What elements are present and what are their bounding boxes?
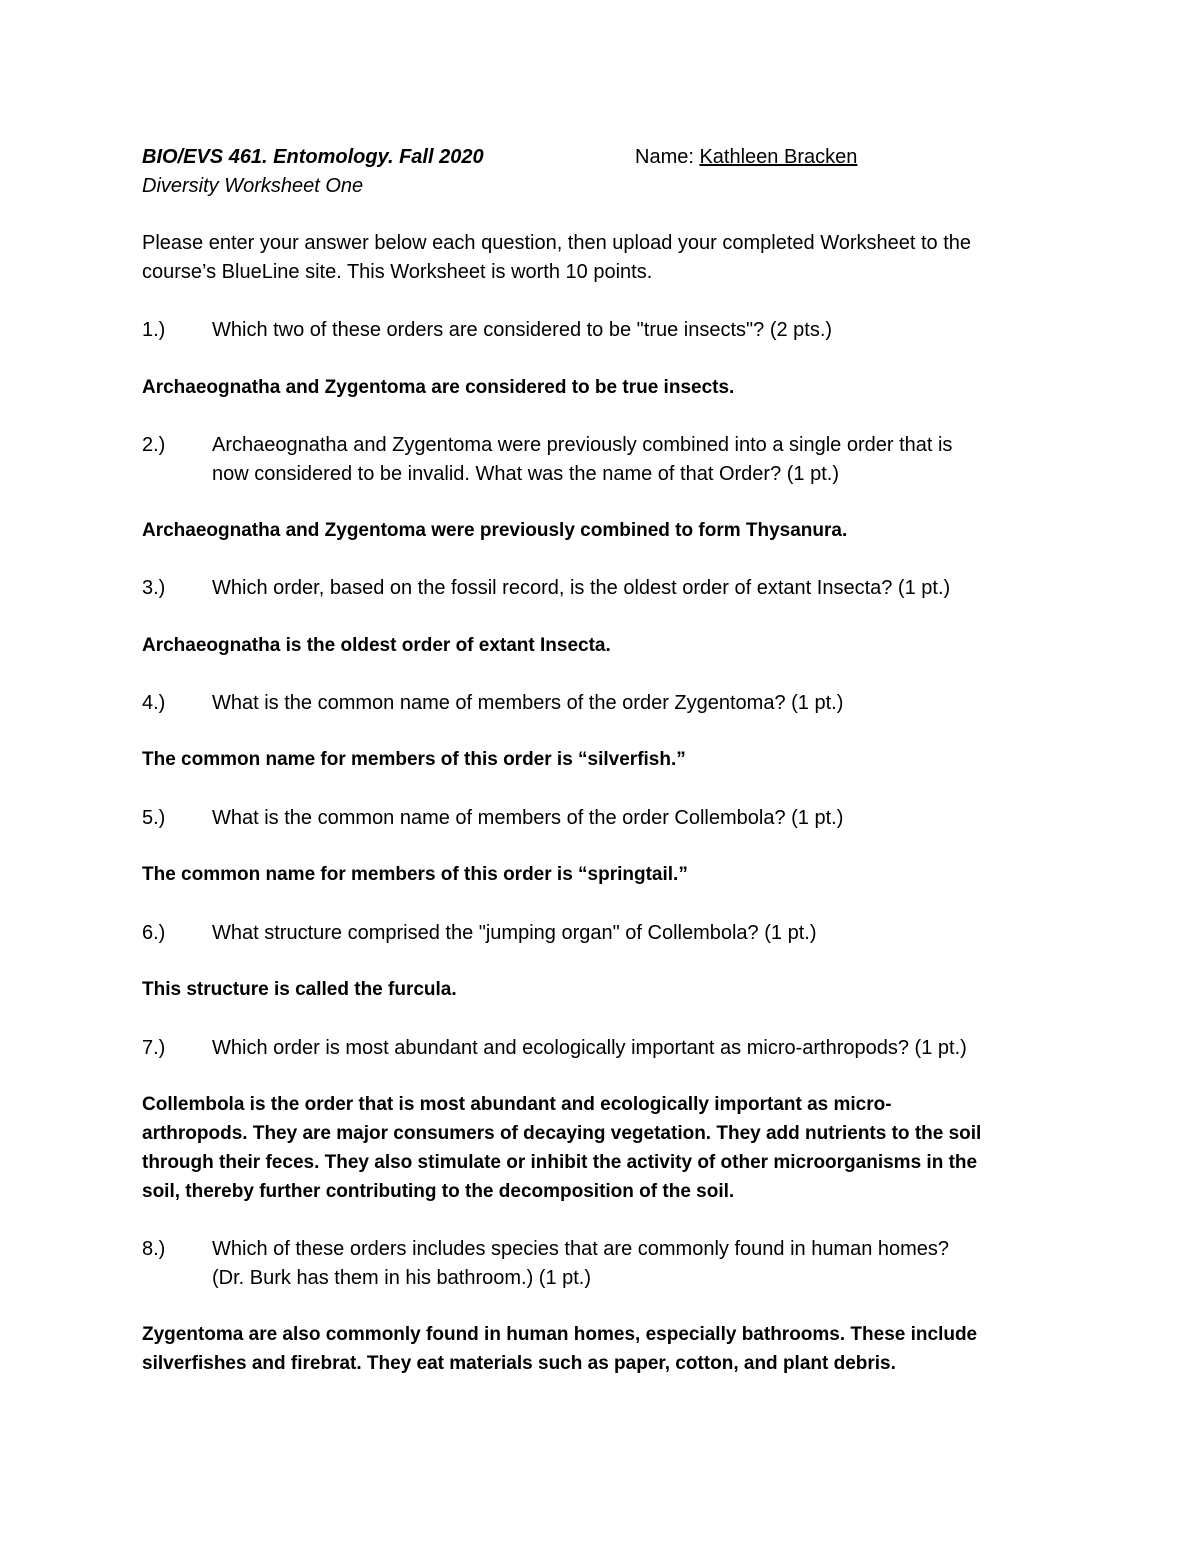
answer-text: This structure is called the furcula.	[142, 979, 457, 1000]
answer-text: through their feces. They also stimulate or inhibit the activity of other microorganisms in the	[142, 1152, 978, 1173]
course-title: BIO/EVS 461. Entomology. Fall 2020	[142, 146, 484, 168]
answer-text: silverfishes and firebrat. They eat materials such as paper, cotton, and plant debris.	[142, 1353, 896, 1374]
name-value: Kathleen Bracken	[699, 146, 858, 168]
question-text: Which two of these orders are considered to be "true insects"? (2 pts.)	[212, 319, 833, 341]
answer-text: Archaeognatha and Zygentoma are considered to be true insects.	[142, 377, 735, 398]
answer-text: Archaeognatha is the oldest order of extant Insecta.	[142, 635, 611, 656]
question-text: What structure comprised the "jumping organ" of Collembola? (1 pt.)	[212, 922, 817, 944]
question-text: Archaeognatha and Zygentoma were previously combined into a single order that is	[212, 434, 953, 456]
question-text: Which of these orders includes species that are commonly found in human homes?	[212, 1238, 950, 1260]
answer-text: Collembola is the order that is most abundant and ecologically important as micro-	[142, 1094, 892, 1115]
question-number: 2.)	[142, 434, 166, 456]
question-text: What is the common name of members of the order Zygentoma? (1 pt.)	[212, 692, 844, 714]
question-text: (Dr. Burk has them in his bathroom.) (1 pt.)	[212, 1267, 592, 1289]
worksheet-subtitle: Diversity Worksheet One	[142, 175, 364, 197]
question-number: 7.)	[142, 1037, 166, 1059]
student-name	[635, 145, 857, 169]
question-text: Which order, based on the fossil record, is the oldest order of extant Insecta? (1 pt.)	[212, 577, 951, 599]
answer-text: Archaeognatha and Zygentoma were previously combined to form Thysanura.	[142, 520, 848, 541]
name-label: Name:	[635, 146, 700, 168]
answer-text: The common name for members of this order is “springtail.”	[142, 864, 688, 885]
answer-text: The common name for members of this order is “silverfish.”	[142, 749, 686, 770]
question-text: What is the common name of members of the order Collembola? (1 pt.)	[212, 807, 844, 829]
question-text: Which order is most abundant and ecologically important as micro-arthropods? (1 pt.)	[212, 1037, 967, 1059]
question-number: 3.)	[142, 577, 166, 599]
answer-text: Zygentoma are also commonly found in human homes, especially bathrooms. These include	[142, 1324, 978, 1345]
answer-text: arthropods. They are major consumers of decaying vegetation. They add nutrients to the soil	[142, 1123, 982, 1144]
answer-text: soil, thereby further contributing to the decomposition of the soil.	[142, 1181, 735, 1202]
question-number: 1.)	[142, 319, 166, 341]
question-number: 6.)	[142, 922, 166, 944]
instructions-line: Please enter your answer below each question, then upload your completed Worksheet to the	[142, 232, 972, 254]
question-number: 4.)	[142, 692, 166, 714]
question-number: 8.)	[142, 1238, 166, 1260]
question-number: 5.)	[142, 807, 166, 829]
question-text: now considered to be invalid. What was the name of that Order? (1 pt.)	[212, 463, 839, 485]
instructions-line: course’s BlueLine site. This Worksheet is worth 10 points.	[142, 261, 653, 283]
